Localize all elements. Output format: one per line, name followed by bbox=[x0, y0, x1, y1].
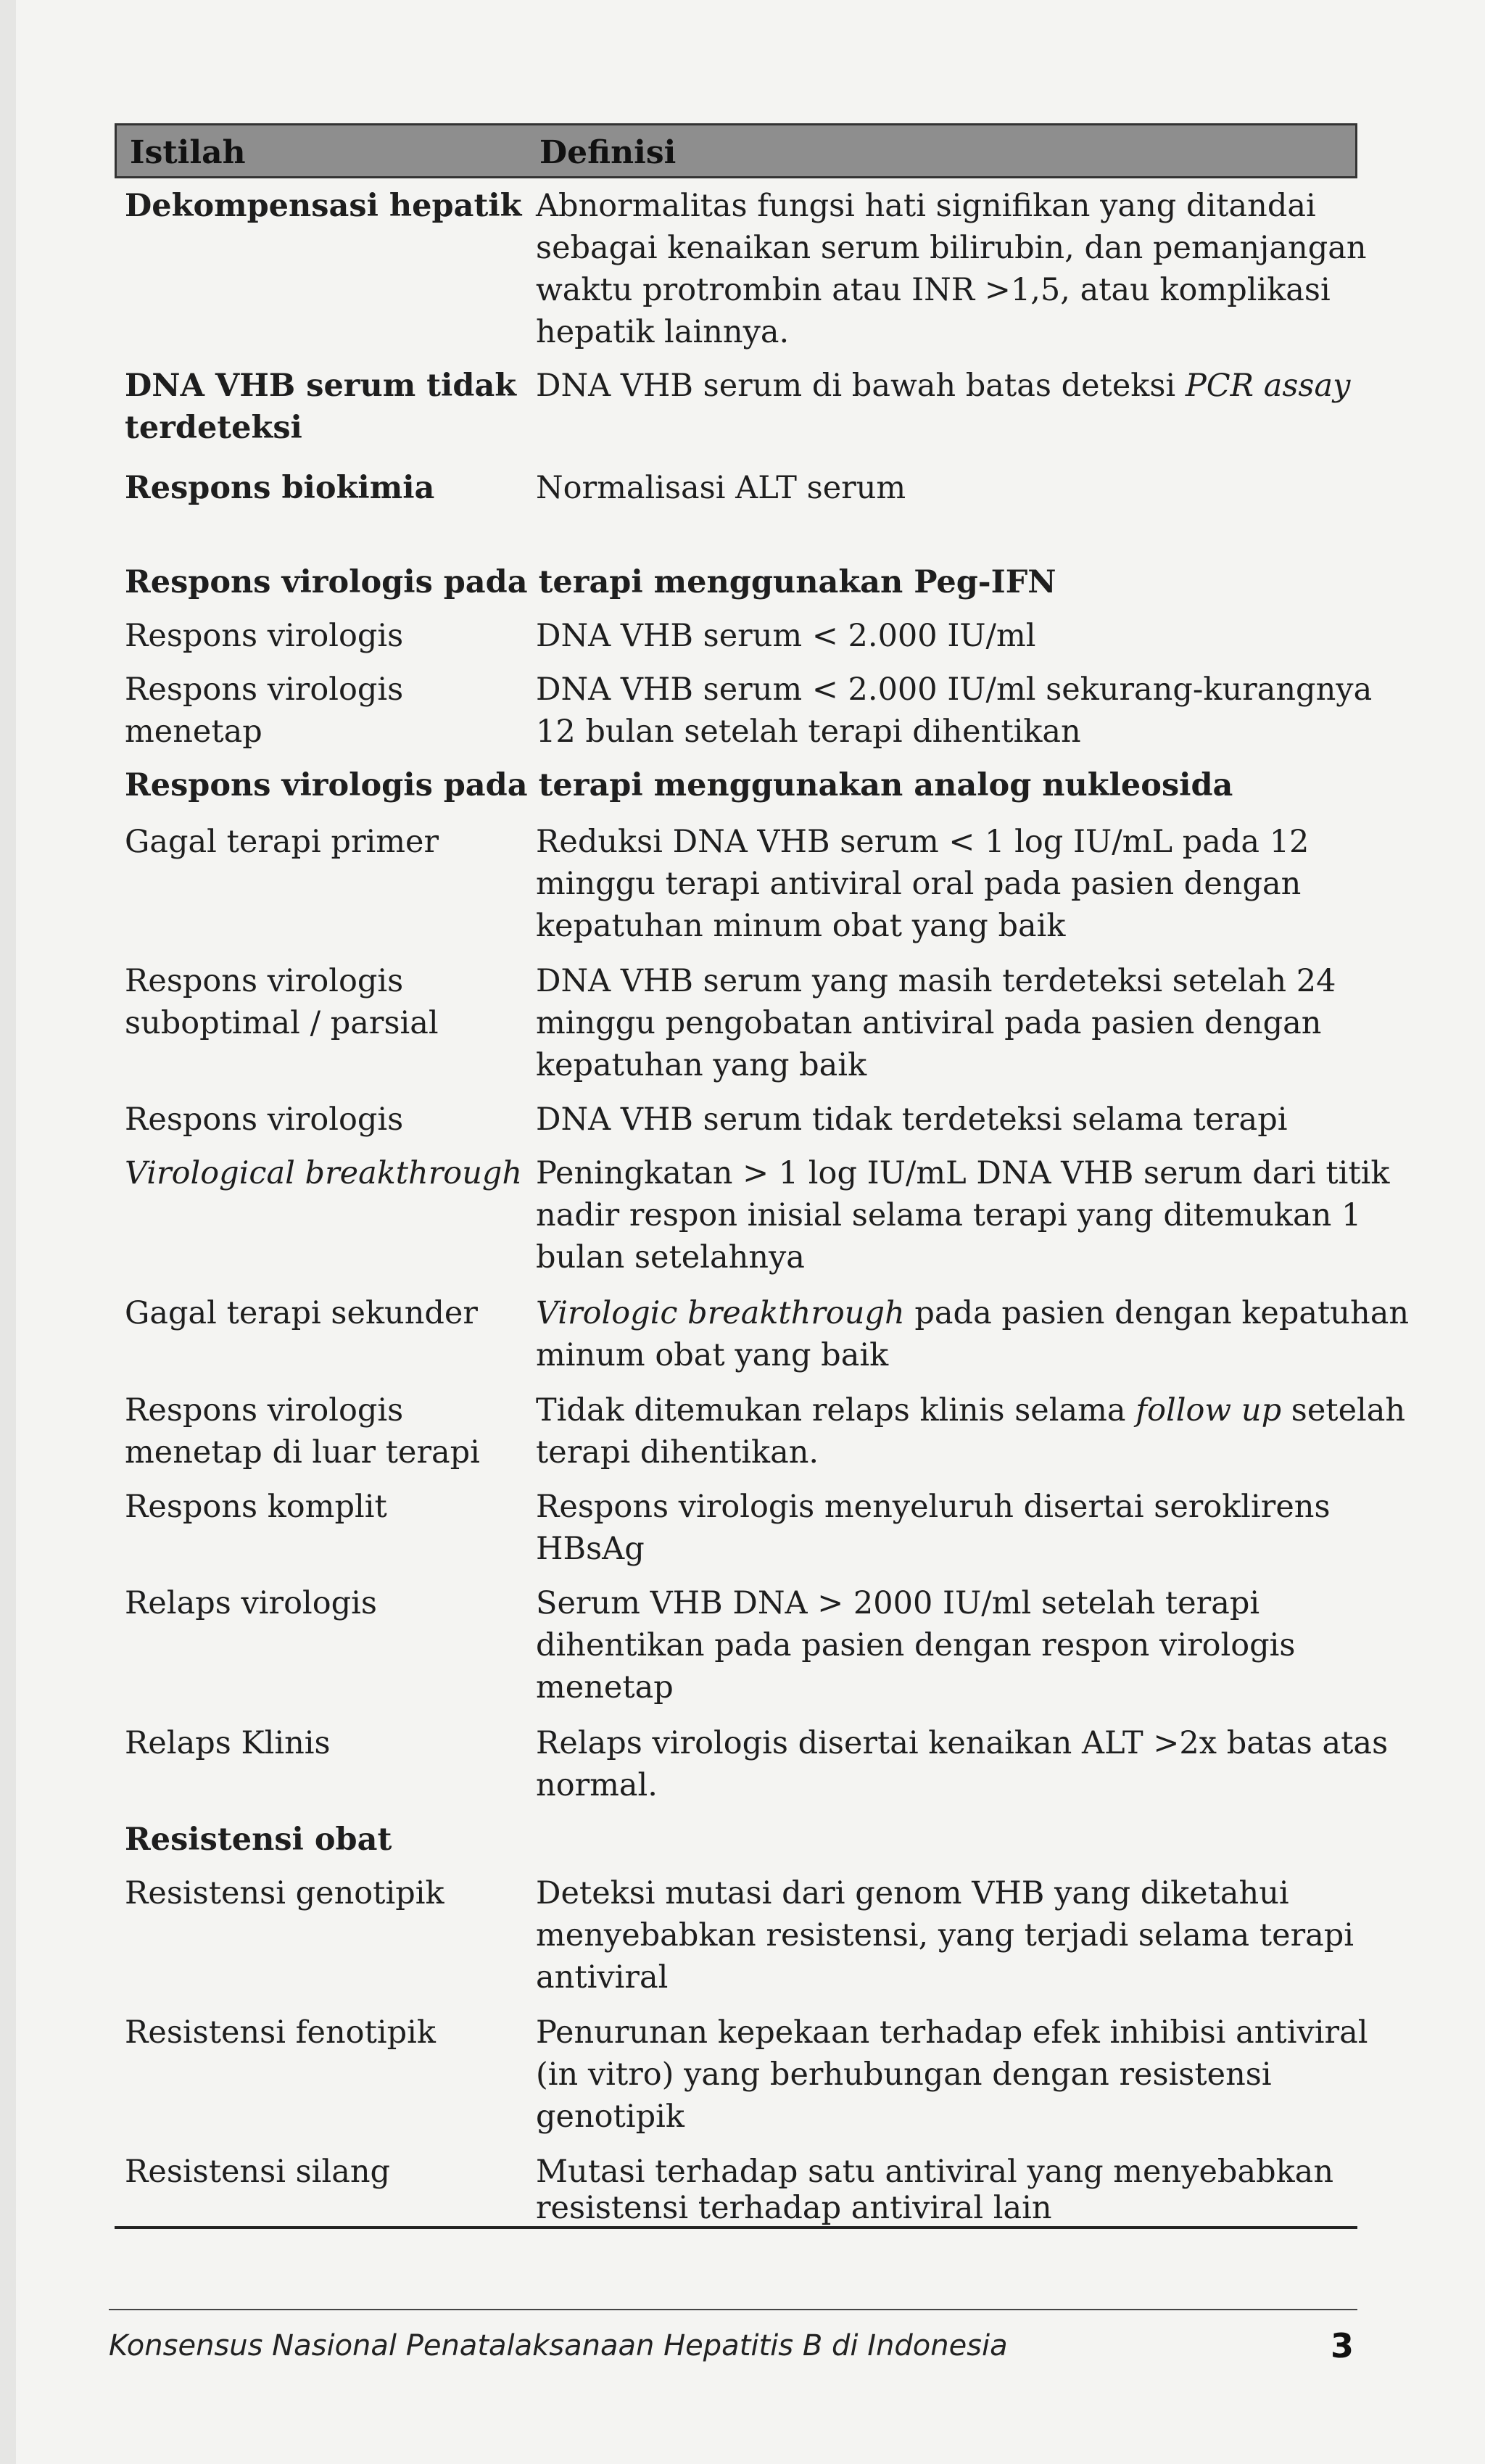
definition-line: waktu protrombin atau INR >1,5, atau komplikasi bbox=[536, 272, 1331, 308]
term-cell: Resistensi fenotipik bbox=[125, 2014, 436, 2051]
definition-text: setelah bbox=[1281, 1392, 1406, 1429]
definition-line: DNA VHB serum yang masih terdeteksi setelah 24 bbox=[536, 963, 1336, 999]
term-cell: Dekompensasi hepatik bbox=[125, 188, 522, 224]
term-cell: Respons virologis bbox=[125, 671, 404, 708]
definition-line: kepatuhan yang baik bbox=[536, 1047, 867, 1083]
footer-book-title: Konsensus Nasional Penatalaksanaan Hepatitis B di Indonesia bbox=[109, 2329, 1008, 2362]
definition-line: kepatuhan minum obat yang baik bbox=[536, 908, 1066, 944]
definition-line: (in vitro) yang berhubungan dengan resistensi bbox=[536, 2056, 1272, 2093]
definition-line bbox=[536, 1292, 1409, 1334]
definition-line: sebagai kenaikan serum bilirubin, dan pemanjangan bbox=[536, 230, 1367, 266]
definition-line bbox=[536, 365, 1350, 407]
section-title: Respons virologis pada terapi menggunakan Peg-IFN bbox=[125, 564, 1056, 600]
definition-line: Normalisasi ALT serum bbox=[536, 470, 906, 506]
table-bottom-rule bbox=[115, 2226, 1357, 2229]
definition-line: genotipik bbox=[536, 2099, 684, 2135]
page-edge-shadow bbox=[0, 0, 16, 2464]
definition-line: resistensi terhadap antiviral lain bbox=[536, 2190, 1052, 2226]
table-header bbox=[115, 123, 1357, 178]
definition-line: Penurunan kepekaan terhadap efek inhibisi antiviral bbox=[536, 2014, 1368, 2051]
definition-line: Abnormalitas fungsi hati signifikan yang ditandai bbox=[536, 188, 1316, 224]
definition-line: dihentikan pada pasien dengan respon virologis bbox=[536, 1627, 1296, 1663]
definition-italic-text: follow up bbox=[1136, 1392, 1282, 1429]
term-cell: Respons virologis bbox=[125, 1101, 404, 1138]
term-cell: Virological breakthrough bbox=[125, 1155, 523, 1191]
page-number: 3 bbox=[1331, 2326, 1354, 2365]
term-cell: Gagal terapi primer bbox=[125, 824, 439, 860]
definition-line: hepatik lainnya. bbox=[536, 314, 790, 350]
definition-line: Respons virologis menyeluruh disertai seroklirens bbox=[536, 1489, 1331, 1525]
definition-line: terapi dihentikan. bbox=[536, 1434, 819, 1471]
definition-text: DNA VHB serum di bawah batas deteksi bbox=[536, 368, 1186, 404]
definition-line: Mutasi terhadap satu antiviral yang menyebabkan bbox=[536, 2154, 1334, 2190]
definition-text: Tidak ditemukan relaps klinis selama bbox=[536, 1392, 1136, 1429]
term-cell: Relaps Klinis bbox=[125, 1725, 331, 1761]
definition-line: minum obat yang baik bbox=[536, 1337, 889, 1373]
term-cell: Respons komplit bbox=[125, 1489, 387, 1525]
definition-line: bulan setelahnya bbox=[536, 1239, 805, 1276]
definition-line: Peningkatan > 1 log IU/mL DNA VHB serum dari titik bbox=[536, 1155, 1390, 1191]
definition-text: pada pasien dengan kepatuhan bbox=[904, 1295, 1410, 1331]
definition-line: HBsAg bbox=[536, 1531, 645, 1567]
definition-line: DNA VHB serum < 2.000 IU/ml sekurang-kurangnya bbox=[536, 671, 1373, 708]
term-cell: suboptimal / parsial bbox=[125, 1005, 439, 1041]
term-cell: terdeteksi bbox=[125, 410, 302, 446]
definition-line: nadir respon inisial selama terapi yang ditemukan 1 bbox=[536, 1197, 1362, 1233]
definition-italic-text: PCR assay bbox=[1185, 368, 1351, 404]
term-cell: Resistensi genotipik bbox=[125, 1875, 444, 1911]
definition-line: Deteksi mutasi dari genom VHB yang diketahui bbox=[536, 1875, 1289, 1911]
definition-line: menyebabkan resistensi, yang terjadi selama terapi bbox=[536, 1917, 1354, 1954]
term-cell: menetap bbox=[125, 714, 262, 750]
term-cell: DNA VHB serum tidak bbox=[125, 368, 517, 404]
definition-line: minggu terapi antiviral oral pada pasien dengan bbox=[536, 866, 1302, 902]
section-title: Respons virologis pada terapi menggunakan analog nukleosida bbox=[125, 767, 1233, 803]
term-cell: Respons virologis bbox=[125, 618, 404, 654]
term-cell: Respons virologis bbox=[125, 963, 404, 999]
term-cell: Respons biokimia bbox=[125, 470, 435, 506]
term-cell: Gagal terapi sekunder bbox=[125, 1295, 478, 1331]
term-cell: menetap di luar terapi bbox=[125, 1434, 480, 1471]
definition-line bbox=[536, 1389, 1405, 1431]
term-cell: Respons virologis bbox=[125, 1392, 404, 1429]
header-definition: Definisi bbox=[539, 134, 677, 171]
definition-line: normal. bbox=[536, 1767, 658, 1803]
definition-line: Reduksi DNA VHB serum < 1 log IU/mL pada 12 bbox=[536, 824, 1310, 860]
definition-line: Serum VHB DNA > 2000 IU/ml setelah terapi bbox=[536, 1585, 1260, 1621]
definition-line: DNA VHB serum < 2.000 IU/ml bbox=[536, 618, 1036, 654]
definition-line: antiviral bbox=[536, 1959, 669, 1996]
definition-line: 12 bulan setelah terapi dihentikan bbox=[536, 714, 1081, 750]
section-title: Resistensi obat bbox=[125, 1822, 392, 1858]
definition-line: minggu pengobatan antiviral pada pasien dengan bbox=[536, 1005, 1322, 1041]
definition-line: Relaps virologis disertai kenaikan ALT >2x batas atas bbox=[536, 1725, 1389, 1761]
header-term: Istilah bbox=[130, 134, 246, 171]
definition-line: menetap bbox=[536, 1669, 674, 1706]
term-cell: Relaps virologis bbox=[125, 1585, 377, 1621]
footer-rule bbox=[109, 2309, 1357, 2310]
term-cell: Resistensi silang bbox=[125, 2154, 391, 2190]
definition-italic-text: Virologic breakthrough bbox=[536, 1295, 905, 1331]
definition-line: DNA VHB serum tidak terdeteksi selama terapi bbox=[536, 1101, 1288, 1138]
